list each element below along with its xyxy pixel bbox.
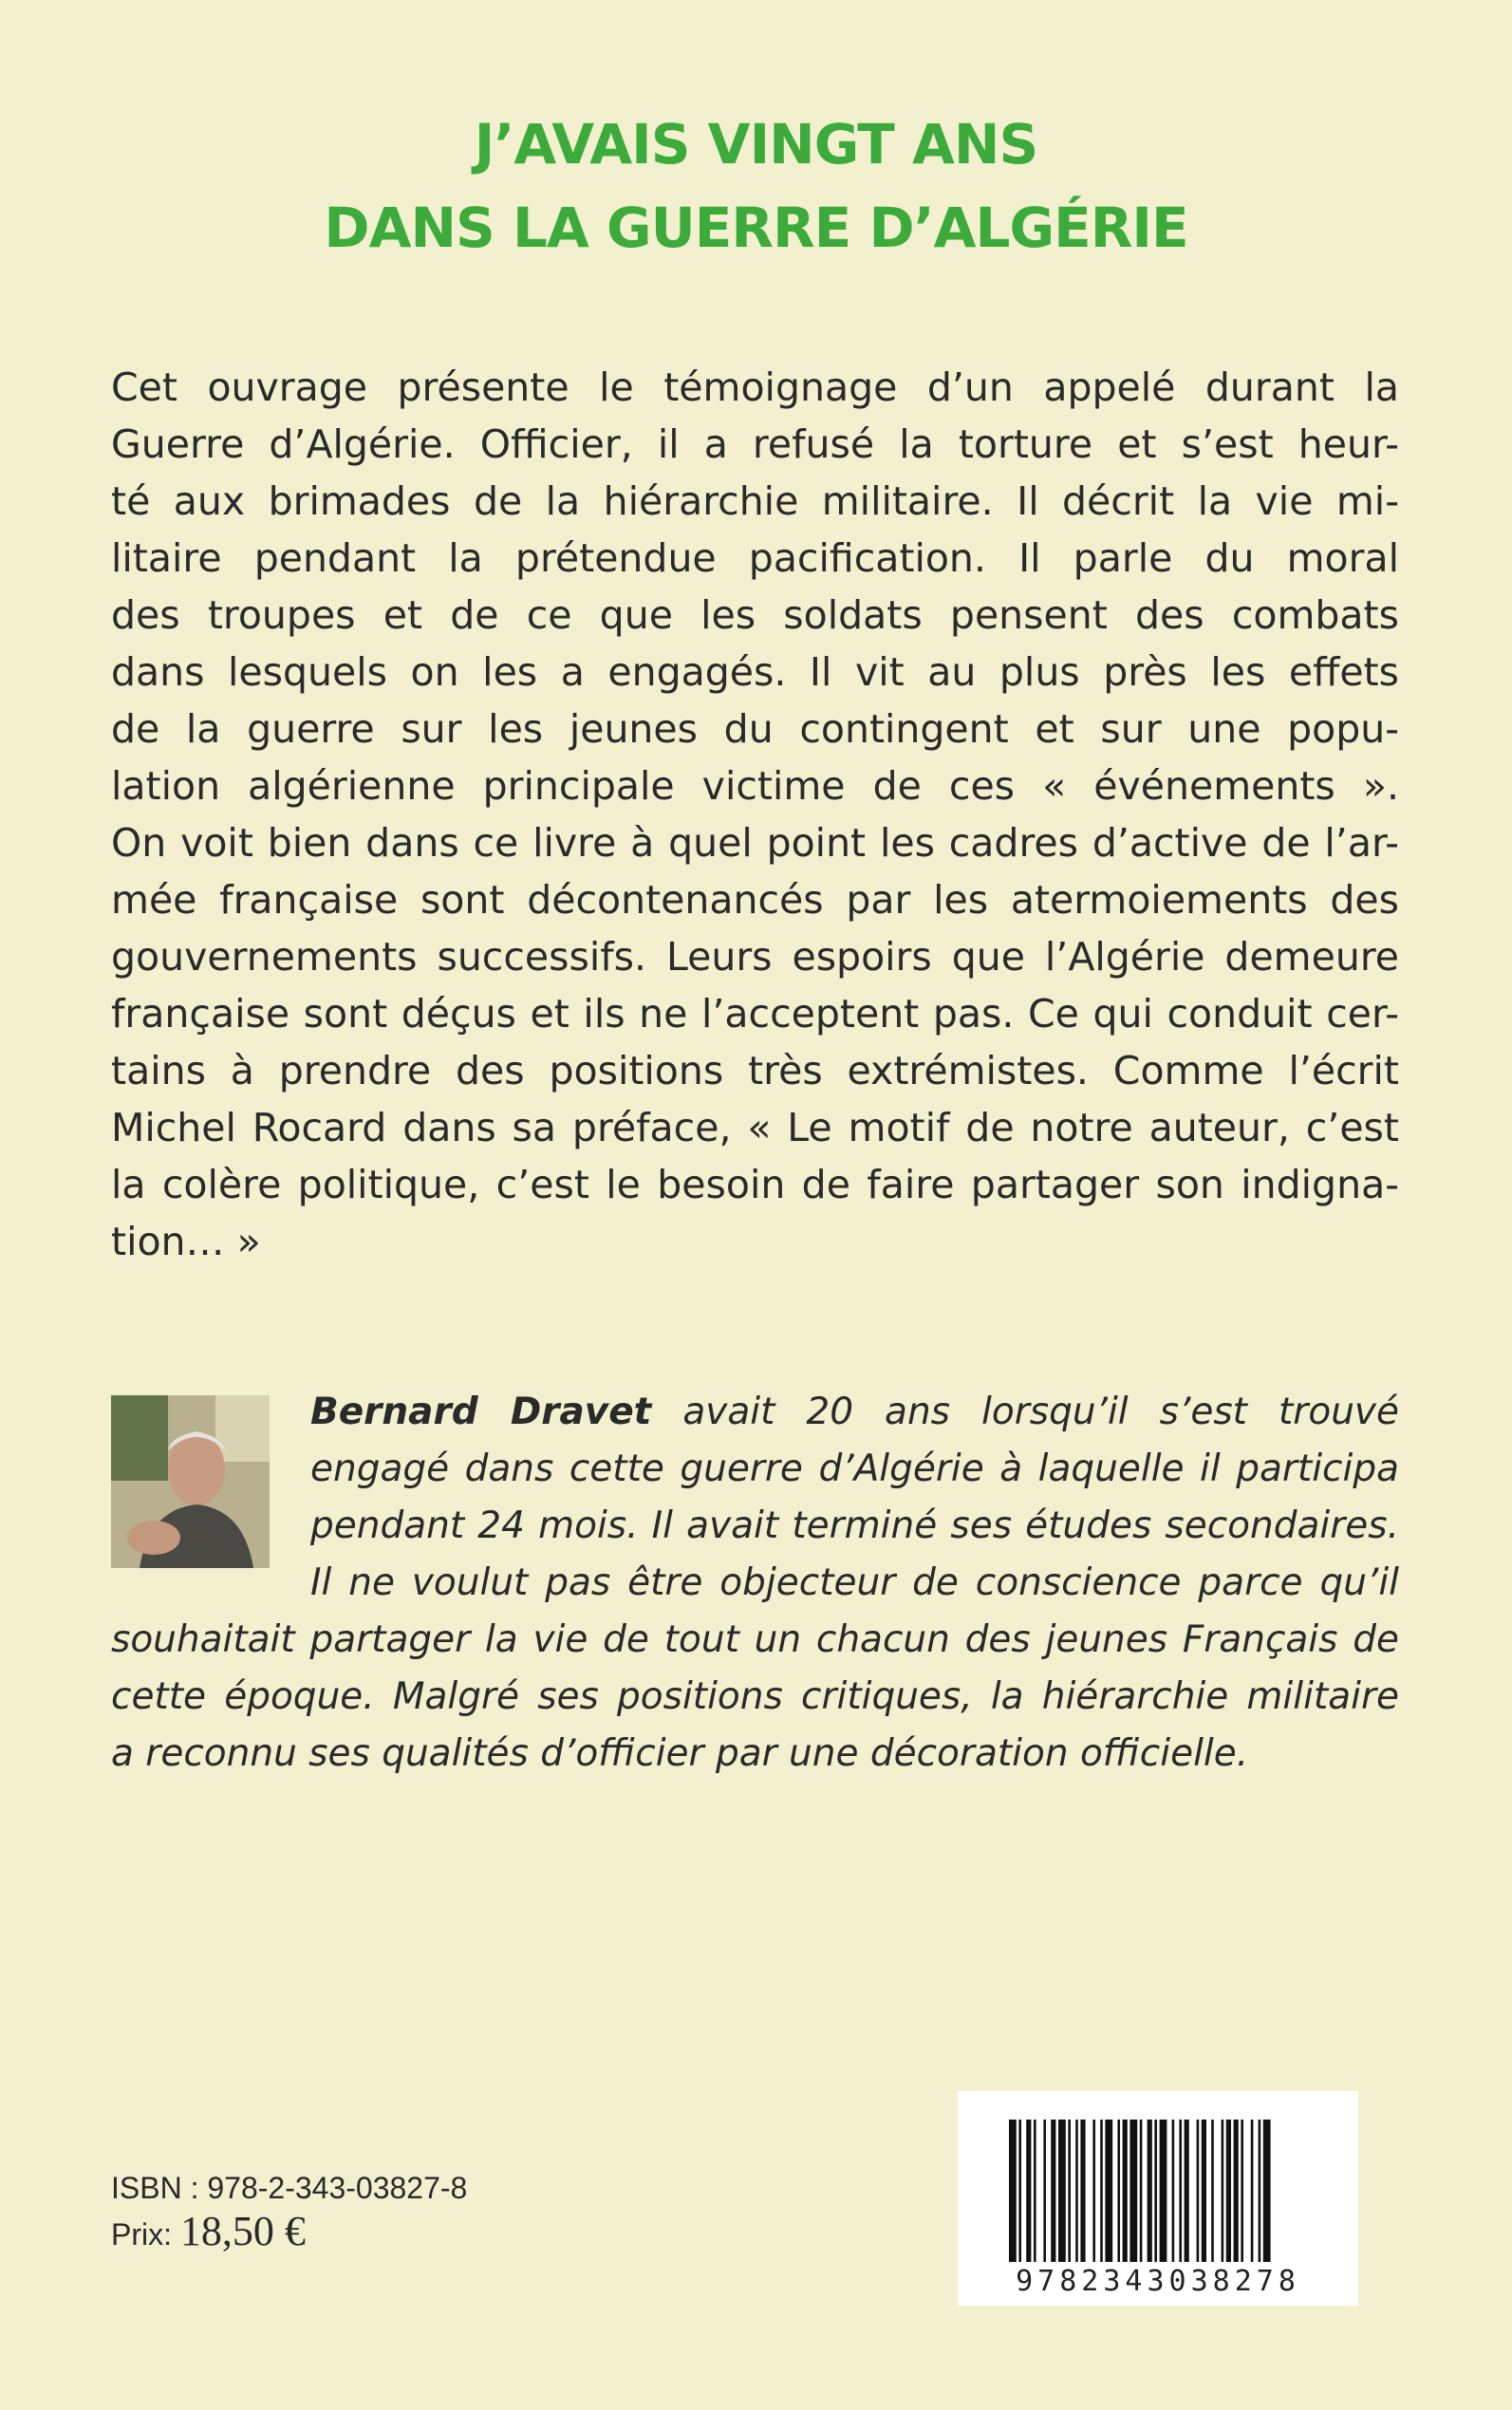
- summary-line: On voit bien dans ce livre à quel point les cadres d’active de l’ar-: [111, 820, 1399, 866]
- price: [111, 2207, 306, 2255]
- bio-line-rest: avait 20 ans lorsqu’il s’est trouvé: [651, 1391, 1399, 1433]
- summary-line: française sont déçus et ils ne l’acceptent pas. Ce qui conduit cer-: [111, 991, 1399, 1037]
- summary-line: té aux brimades de la hiérarchie militaire. Il décrit la vie mi-: [111, 478, 1399, 524]
- book-title: [0, 103, 1512, 270]
- summary-line: lation algérienne principale victime de ces « événements ».: [111, 763, 1399, 809]
- book-title-line-2: DANS LA GUERRE D’ALGÉRIE: [324, 196, 1188, 260]
- isbn-label: ISBN : 978-2-343-03827-8: [111, 2171, 468, 2205]
- summary-line: gouvernements successifs. Leurs espoirs que l’Algérie demeure: [111, 934, 1399, 980]
- author-name: Bernard Dravet: [310, 1391, 652, 1433]
- summary-line: Cet ouvrage présente le témoignage d’un appelé durant la: [111, 364, 1399, 410]
- price-label: Prix:: [111, 2217, 172, 2251]
- summary-line: la colère politique, c’est le besoin de faire partager son indigna-: [111, 1162, 1399, 1207]
- barcode-digits: 9782343038278: [1016, 2265, 1300, 2298]
- author-bio: [111, 1384, 1399, 1783]
- summary-line: litaire pendant la prétendue pacification. Il parle du moral: [111, 535, 1399, 581]
- summary-line: dans lesquels on les a engagés. Il vit au plus près les effets: [111, 649, 1399, 695]
- bio-line: engagé dans cette guerre d’Algérie à laquelle il participa: [310, 1448, 1399, 1490]
- summary-line: tains à prendre des positions très extrémistes. Comme l’écrit: [111, 1048, 1399, 1093]
- summary-line: Guerre d’Algérie. Officier, il a refusé la torture et s’est heur-: [111, 421, 1399, 467]
- bio-line: a reconnu ses qualités d’officier par une décoration officielle.: [111, 1732, 1249, 1775]
- summary-line: des troupes et de ce que les soldats pensent des combats: [111, 592, 1399, 638]
- bio-line: cette époque. Malgré ses positions critiques, la hiérarchie militaire: [111, 1675, 1399, 1718]
- summary-line: mée française sont décontenancés par les atermoiements des: [111, 877, 1399, 923]
- book-title-line-1: J’AVAIS VINGT ANS: [474, 112, 1038, 177]
- book-summary: [111, 359, 1399, 1270]
- bio-line: souhaitait partager la vie de tout un chacun des jeunes Français de: [111, 1618, 1399, 1661]
- summary-line: tion… »: [111, 1219, 261, 1264]
- price-value: 18,50 €: [179, 2208, 306, 2254]
- bio-line: Il ne voulut pas être objecteur de conscience parce qu’il: [310, 1561, 1399, 1604]
- bio-line: pendant 24 mois. Il avait terminé ses études secondaires.: [310, 1504, 1399, 1547]
- bio-line: [310, 1384, 1399, 1441]
- summary-line: Michel Rocard dans sa préface, « Le motif de notre auteur, c’est: [111, 1105, 1399, 1150]
- summary-line: de la guerre sur les jeunes du contingent et sur une popu-: [111, 706, 1399, 752]
